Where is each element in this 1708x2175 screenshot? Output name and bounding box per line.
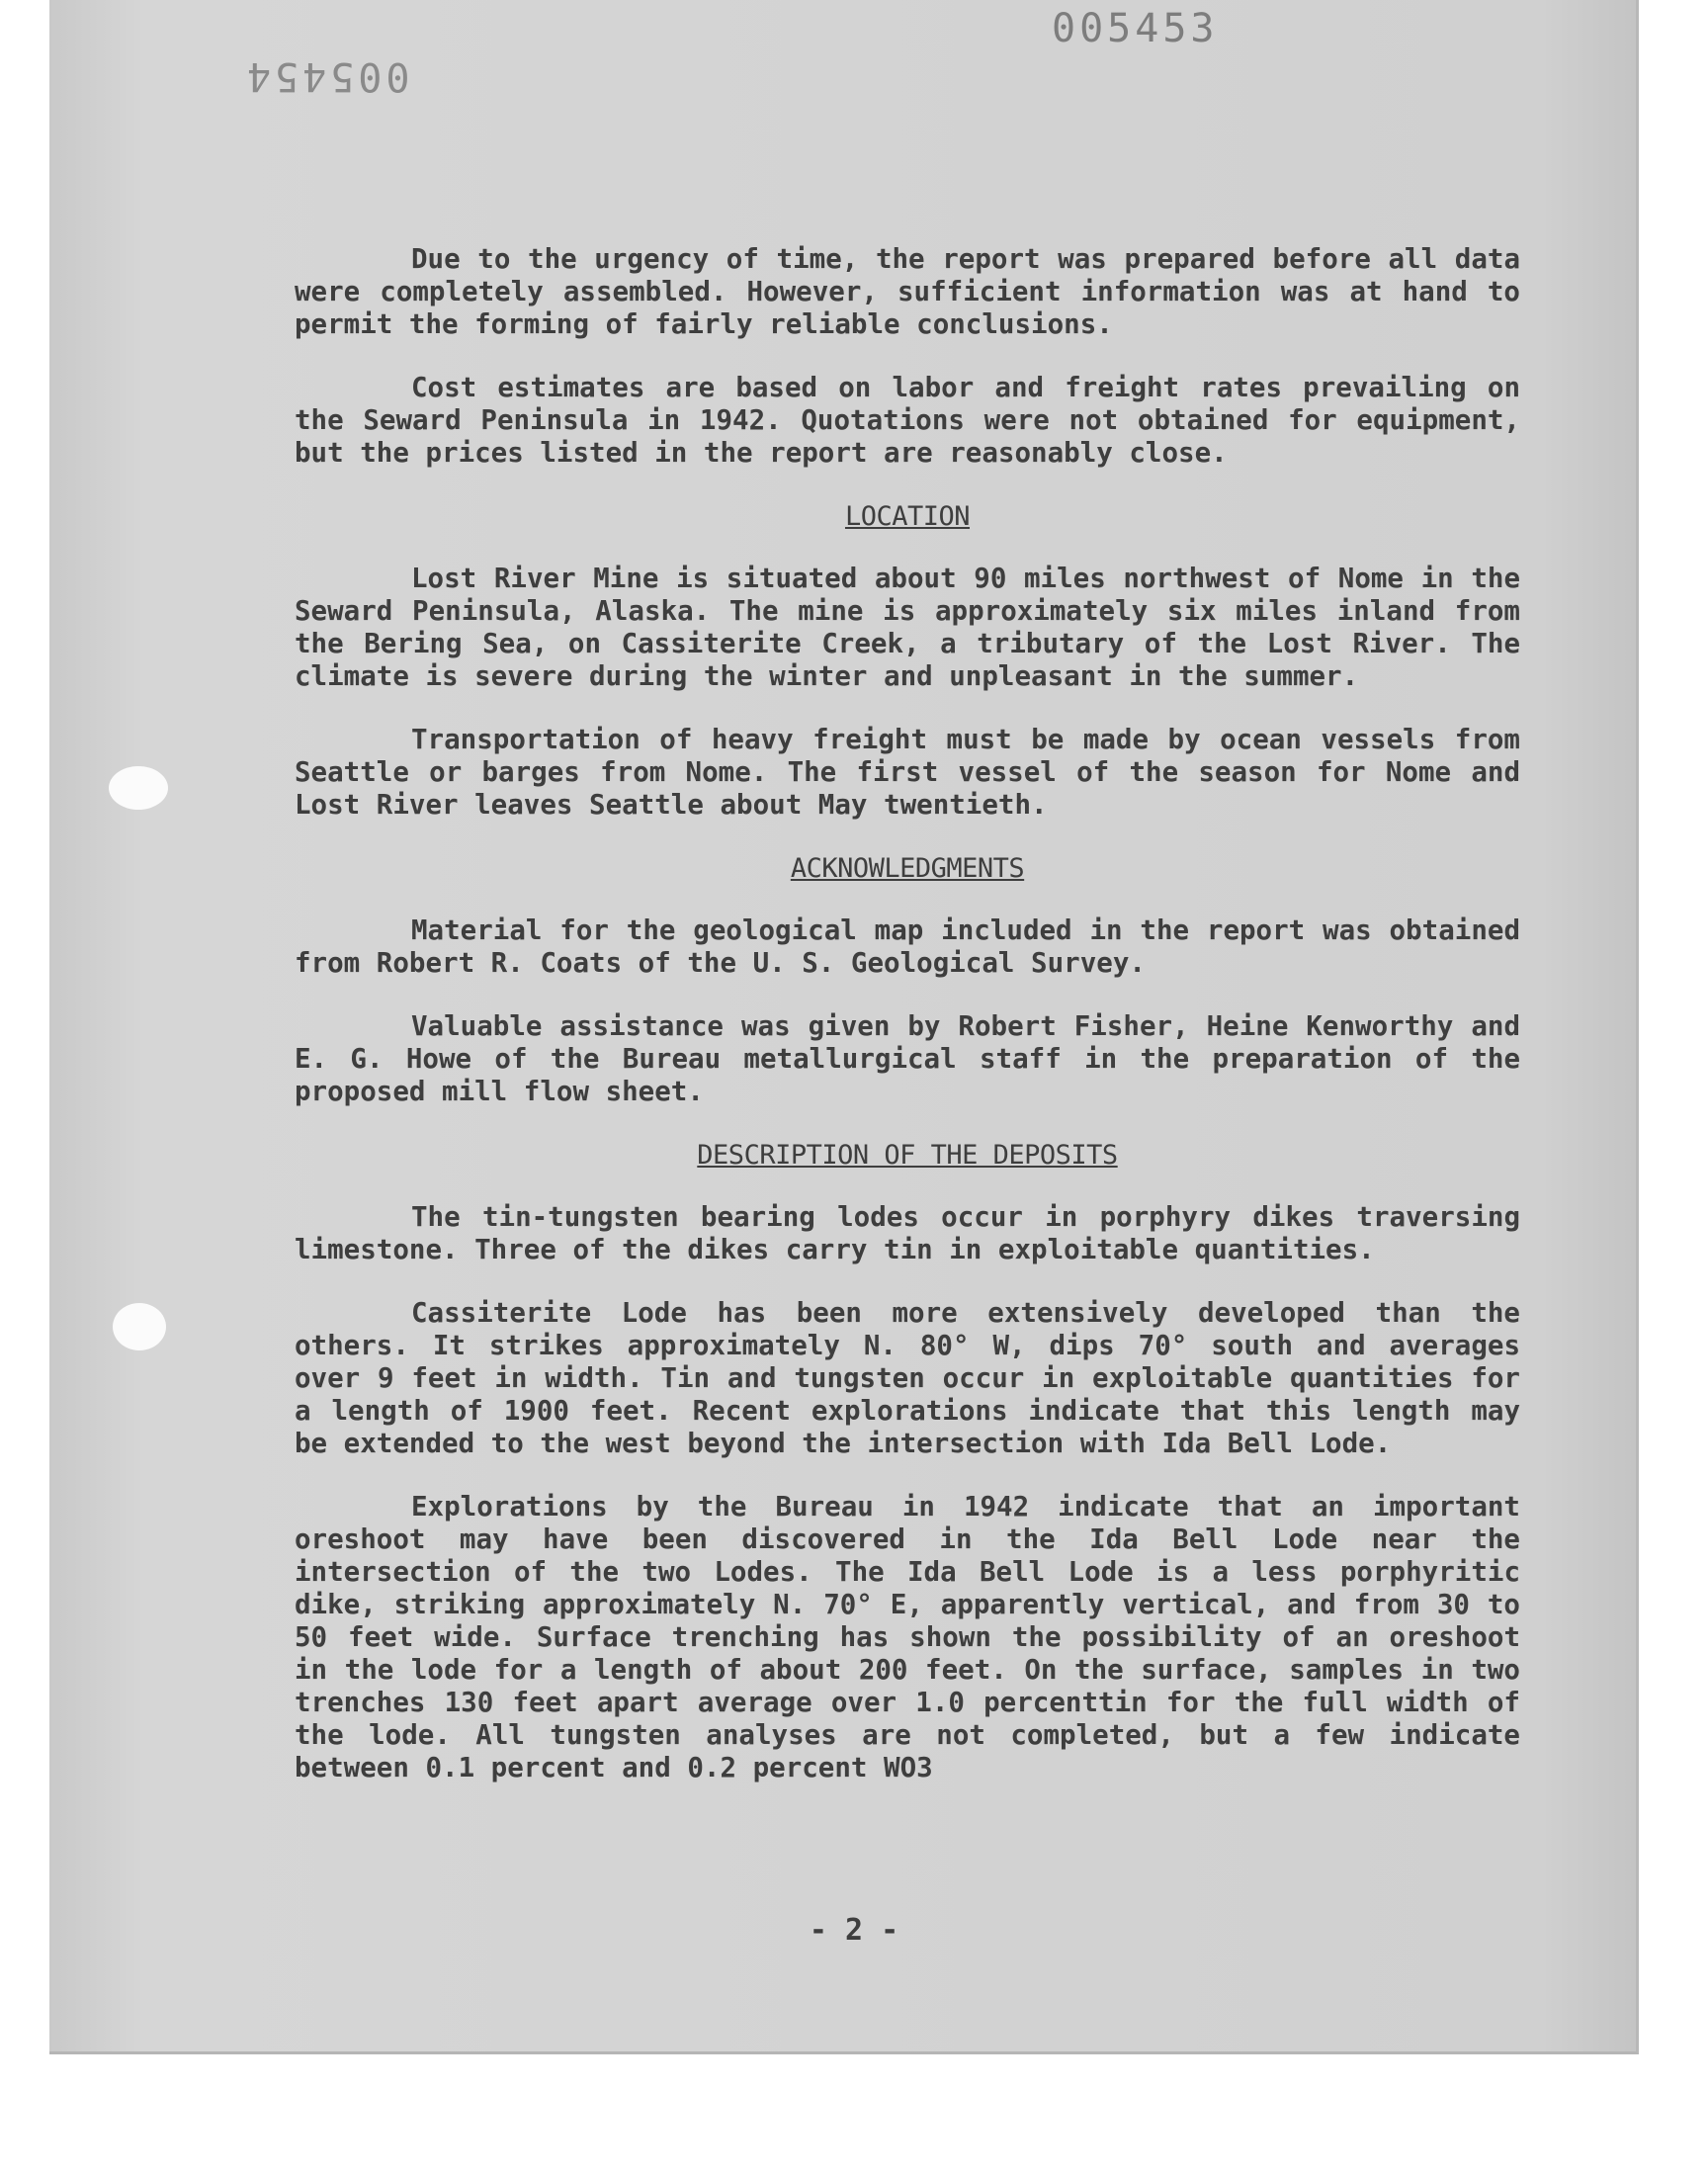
paragraph-cost-estimates: Cost estimates are based on labor and freight rates prevailing on the Seward Peninsula in 1942. Quotations were not obtained for equipment, but the prices listed in the report are reasonably close. <box>295 372 1520 469</box>
paragraph-transportation: Transportation of heavy freight must be made by ocean vessels from Seattle or barges from Nome. The first vessel of the season for Nome and Lost River leaves Seattle about May twentieth. <box>295 724 1520 821</box>
paragraph-mine-location: Lost River Mine is situated about 90 miles northwest of Nome in the Seward Peninsula, Alaska. The mine is approximately six miles inland from the Bering Sea, on Cassiterite Creek, a tributary of the Lost River. The climate is severe during the winter and unpleasant in the summer. <box>295 563 1520 692</box>
paragraph-assistance: Valuable assistance was given by Robert Fisher, Heine Kenworthy and E. G. Howe of the Bureau metallurgical staff in the preparation of the proposed mill flow sheet. <box>295 1010 1520 1107</box>
heading-acknowledgments: ACKNOWLEDGMENTS <box>790 853 1025 884</box>
paragraph-cassiterite-lode: Cassiterite Lode has been more extensively developed than the others. It strikes approximately N. 80° W, dips 70° south and averages over 9 feet in width. Tin and tungsten occur in exploitable quantities for a length of 1900 feet. Recent explorations indicate that this length may be extended to the west beyond the intersection with Ida Bell Lode. <box>295 1297 1520 1459</box>
paragraph-geological-map: Material for the geological map included in the report was obtained from Robert R. Coats of the U. S. Geological Survey. <box>295 914 1520 979</box>
document-id-stamp: 005453 <box>1052 6 1219 51</box>
page-number: - 2 - <box>809 1913 899 1948</box>
binder-hole-lower <box>113 1303 166 1350</box>
heading-location: LOCATION <box>844 501 971 532</box>
report-body <box>295 243 1520 1815</box>
paragraph-explorations: Explorations by the Bureau in 1942 indicate that an important oreshoot may have been discovered in the Ida Bell Lode near the intersection of the two Lodes. The Ida Bell Lode is a less porphyritic dike, striking approximately N. 70° E, apparently vertical, and from 30 to 50 feet wide. Surface trenching has shown the possibility of an oreshoot in the lode for a length of about 200 feet. On the surface, samples in two trenches 130 feet apart average over 1.0 percenttin for the full width of the lode. All tungsten analyses are not completed, but a few indicate between 0.1 percent and 0.2 percent WO3 <box>295 1491 1520 1784</box>
inverted-id-stamp: 005454 <box>243 53 410 99</box>
paragraph-urgency: Due to the urgency of time, the report was prepared before all data were completely assembled. However, sufficient information was at hand to permit the forming of fairly reliable conclusions. <box>295 243 1520 340</box>
binder-hole-upper <box>109 766 168 810</box>
heading-description-of-deposits: DESCRIPTION OF THE DEPOSITS <box>697 1140 1118 1171</box>
paragraph-lodes: The tin-tungsten bearing lodes occur in porphyry dikes traversing limestone. Three of the dikes carry tin in exploitable quantities. <box>295 1201 1520 1265</box>
